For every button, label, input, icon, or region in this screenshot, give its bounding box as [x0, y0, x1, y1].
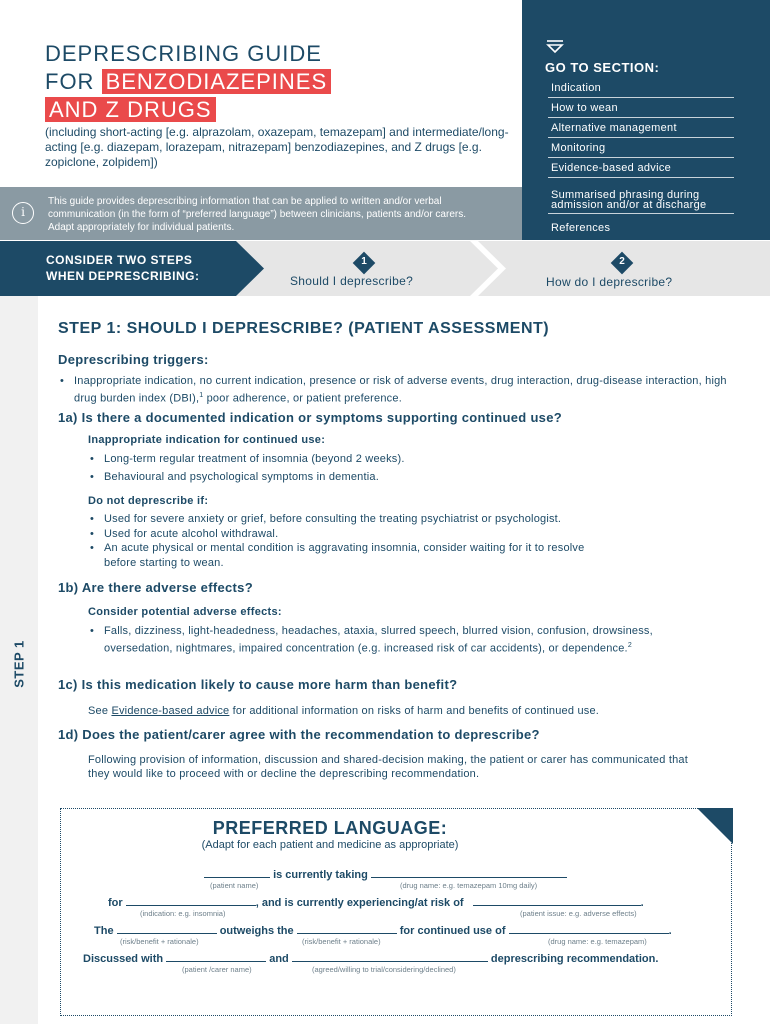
box-corner-fold: [697, 808, 733, 844]
nav-item-summarised-phrasing[interactable]: Summarised phrasing during admission and/or at discharge: [548, 178, 734, 214]
page-subtitle: (including short-acting [e.g. alprazolam, oxazepam, temazepam] and intermediate/long-acting [e.g. diazepam, lorazepam, nitrazepam] benzodiazepines, and Z drugs [e.g. zopiclone, zolpidem]): [45, 125, 509, 169]
nav-item-indication[interactable]: Indication: [548, 78, 734, 98]
patient-name-blank[interactable]: [204, 867, 270, 878]
hint-risk-benefit-2: (risk/benefit + rationale): [302, 937, 381, 946]
list-item: • Used for acute alcohol withdrawal.: [88, 527, 598, 542]
list-item: • Long-term regular treatment of insomnia (beyond 2 weeks).: [88, 452, 708, 467]
step-separator-chevron: [470, 241, 510, 296]
nav-item-how-to-wean[interactable]: How to wean: [548, 98, 734, 118]
q1a-subheading-do-not: Do not deprescribe if:: [88, 495, 209, 507]
risk-benefit-blank-2[interactable]: [297, 923, 397, 934]
hint-patient-name: (patient name): [210, 881, 259, 890]
nav-item-alternative-management[interactable]: Alternative management: [548, 118, 734, 138]
step1-heading: STEP 1: SHOULD I DEPRESCRIBE? (PATIENT ASSESSMENT): [58, 320, 550, 337]
q1a-inappropriate-list: [88, 452, 708, 484]
q1a-do-not-list: [88, 512, 598, 570]
q1b-list: [88, 624, 720, 656]
drug-name-blank[interactable]: [371, 867, 567, 878]
preferred-language-subtitle: (Adapt for each patient and medicine as appropriate): [201, 839, 459, 851]
pref-line-1: is currently taking: [204, 867, 567, 881]
nav-item-monitoring[interactable]: Monitoring: [548, 138, 734, 158]
question-1b: 1b) Are there adverse effects?: [58, 580, 253, 595]
step2-link[interactable]: How do I deprescribe?: [546, 275, 673, 289]
q1b-subheading: Consider potential adverse effects:: [88, 606, 282, 618]
step1-link[interactable]: Should I deprescribe?: [290, 274, 414, 288]
hint-risk-benefit-1: (risk/benefit + rationale): [120, 937, 199, 946]
nav-item-references[interactable]: References: [551, 222, 611, 234]
q1d-text: Following provision of information, discussion and shared-decision making, the patient or carer has communicated that they would like to proceed with or decline the deprescribing recommendation.: [88, 754, 688, 780]
question-1c: 1c) Is this medication likely to cause more harm than benefit?: [58, 677, 458, 692]
preferred-language-title: PREFERRED LANGUAGE:: [212, 818, 448, 838]
side-step-label: STEP 1: [11, 640, 27, 688]
nav-list: [548, 78, 734, 237]
q1a-subheading-inappropriate: Inappropriate indication for continued use:: [88, 434, 326, 446]
agreement-status-blank[interactable]: [292, 951, 488, 962]
evidence-based-advice-link[interactable]: Evidence-based advice: [111, 705, 230, 717]
hint-patient-issue: (patient issue: e.g. adverse effects): [520, 909, 637, 918]
hint-drug-name: (drug name: e.g. temazepam 10mg daily): [400, 881, 538, 890]
question-1a: 1a) Is there a documented indication or symptoms supporting continued use?: [58, 410, 562, 425]
triggers-heading: Deprescribing triggers:: [58, 352, 209, 367]
info-text: This guide provides deprescribing information that can be applied to written and/or verbal communication (in the form of “preferred language”) between clinicians, patients and/or carers. Adapt appropriately for individual patients.: [48, 196, 466, 233]
indication-blank[interactable]: [126, 895, 256, 906]
triggers-list: [58, 374, 738, 406]
step2-number: 2: [619, 256, 625, 267]
download-arrow-icon[interactable]: [545, 40, 565, 54]
patient-carer-blank[interactable]: [166, 951, 266, 962]
pref-line-3: The outweighs the for continued use of .: [94, 925, 672, 937]
question-1d: 1d) Does the patient/carer agree with the recommendation to deprescribe?: [58, 727, 540, 742]
list-item: • Falls, dizziness, light-headedness, headaches, ataxia, slurred speech, blurred vision, confusion, drowsiness, oversedation, nightmares, impaired concentration (e.g. increased risk of car accidents), or dependence.$^2$: [88, 624, 720, 656]
title-line-1: DEPRESCRIBING GUIDE: [45, 41, 322, 66]
hint-agreement-status: (agreed/willing to trial/considering/declined): [312, 965, 456, 974]
step1-number: 1: [361, 256, 367, 267]
list-item: • An acute physical or mental condition is aggravating insomnia, consider waiting for it to resolve before starting to wean.: [88, 541, 598, 570]
info-icon: i: [12, 202, 34, 224]
risk-benefit-blank-1[interactable]: [117, 923, 217, 934]
list-item: • Used for severe anxiety or grief, before consulting the treating psychiatrist or psychologist.: [88, 512, 708, 527]
nav-item-evidence-based-advice[interactable]: Evidence-based advice: [548, 158, 734, 178]
drug-blank[interactable]: [509, 923, 669, 934]
pref-line-4: Discussed with and deprescribing recommendation.: [83, 953, 659, 965]
pref-line-2: for , and is currently experiencing/at risk of .: [108, 897, 644, 909]
hint-drug: (drug name: e.g. temazepam): [548, 937, 647, 946]
nav-title: GO TO SECTION:: [545, 60, 660, 75]
title-highlight-z-drugs: AND Z DRUGS: [45, 97, 216, 122]
hint-patient-carer: (patient /carer name): [182, 965, 252, 974]
page-title: [45, 40, 331, 124]
q1c-text: See Evidence-based advice for additional information on risks of harm and benefits of continued use.: [88, 705, 600, 717]
title-highlight-benzodiazepines: BENZODIAZEPINES: [102, 69, 332, 94]
hint-indication: (indication: e.g. insomnia): [140, 909, 226, 918]
list-item: • Behavioural and psychological symptoms in dementia.: [88, 470, 708, 485]
title-line-2-prefix: FOR: [45, 69, 102, 94]
patient-issue-blank[interactable]: [473, 895, 641, 906]
list-item: • Inappropriate indication, no current indication, presence or risk of adverse events, drug interaction, drug-disease interaction, high drug burden index (DBI),$^1$ poor adherence, or patient preference.: [58, 374, 738, 406]
steps-lead-text: CONSIDER TWO STEPS WHEN DEPRESCRIBING:: [46, 253, 200, 283]
